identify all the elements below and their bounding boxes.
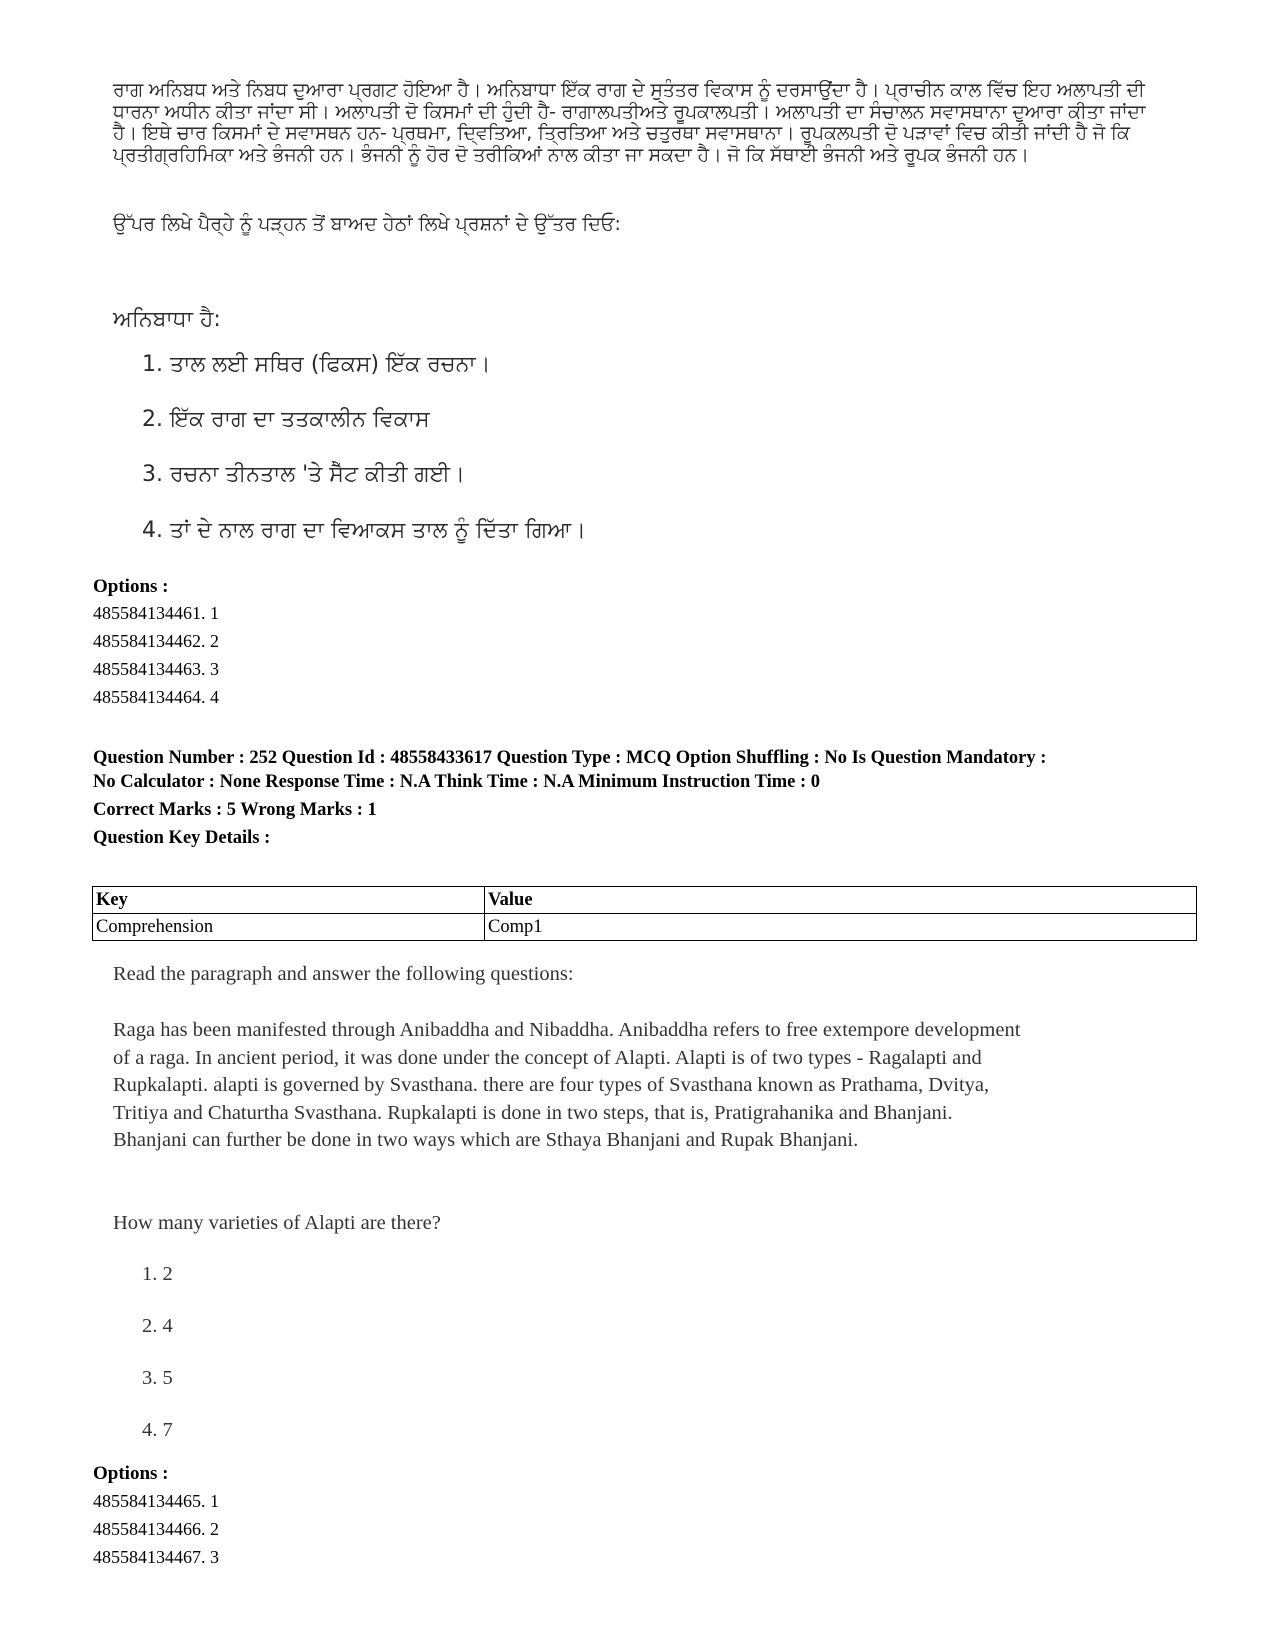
english-choice-1: 1. 2 xyxy=(142,1263,173,1285)
table-cell-value: Comp1 xyxy=(485,914,1197,941)
table-row xyxy=(93,914,1197,941)
option-id-line: 485584134462. 2 xyxy=(93,631,219,651)
punjabi-question-stem: ਅਨਿਬਾਧਾ ਹੈ: xyxy=(113,307,221,332)
options-heading: Options : xyxy=(93,1463,169,1484)
english-choice-4: 4. 7 xyxy=(142,1419,173,1441)
option-id-line: 485584134463. 3 xyxy=(93,659,219,679)
marks-line: Correct Marks : 5 Wrong Marks : 1 xyxy=(93,800,377,820)
question-meta-line-1: Question Number : 252 Question Id : 48558433617 Question Type : MCQ Option Shuffling : No Is Question Mandatory : xyxy=(93,748,1047,768)
table-header-key: Key xyxy=(93,887,485,914)
english-choice-2: 2. 4 xyxy=(142,1315,173,1337)
option-id-line: 485584134465. 1 xyxy=(93,1491,219,1511)
table-header-row xyxy=(93,887,1197,914)
question-meta-line-2: No Calculator : None Response Time : N.A Think Time : N.A Minimum Instruction Time : 0 xyxy=(93,772,821,792)
option-id-line: 485584134464. 4 xyxy=(93,687,219,707)
punjabi-choice-1: 1. ਤਾਲ ਲਈ ਸਥਿਰ (ਫਿਕਸ) ਇੱਕ ਰਚਨਾ। xyxy=(142,352,491,377)
key-details-table xyxy=(92,886,1197,941)
options-heading: Options : xyxy=(93,576,169,597)
key-details-heading: Question Key Details : xyxy=(93,828,271,848)
english-instruction: Read the paragraph and answer the following questions: xyxy=(113,963,574,985)
punjabi-choice-3: 3. ਰਚਨਾ ਤੀਨਤਾਲ 'ਤੇ ਸੈੱਟ ਕੀਤੀ ਗਈ। xyxy=(142,462,465,487)
paragraph-line: Bhanjani can further be done in two ways which are Sthaya Bhanjani and Rupak Bhanjani. xyxy=(113,1129,859,1151)
english-paragraph xyxy=(113,1017,1193,1155)
paragraph-line: Raga has been manifested through Anibaddha and Nibaddha. Anibaddha refers to free extempore development xyxy=(113,1019,1021,1041)
table-cell-key: Comprehension xyxy=(93,914,485,941)
option-id-line: 485584134466. 2 xyxy=(93,1519,219,1539)
paragraph-line: Tritiya and Chaturtha Svasthana. Rupkalapti is done in two steps, that is, Pratigrahanika and Bhanjani. xyxy=(113,1101,953,1124)
punjabi-choice-2: 2. ਇੱਕ ਰਾਗ ਦਾ ਤਤਕਾਲੀਨ ਵਿਕਾਸ xyxy=(142,407,430,432)
table-header-value: Value xyxy=(485,887,1197,914)
option-id-line: 485584134461. 1 xyxy=(93,603,219,623)
paragraph-line: of a raga. In ancient period, it was done under the concept of Alapti. Alapti is of two types - Ragalapti and xyxy=(113,1046,982,1069)
english-question-stem: How many varieties of Alapti are there? xyxy=(113,1212,441,1234)
punjabi-choice-4: 4. ਤਾਂ ਦੇ ਨਾਲ ਰਾਗ ਦਾ ਵਿਆਕਸ ਤਾਲ ਨੂੰ ਦਿੱਤਾ ਗਿਆ। xyxy=(142,518,586,543)
punjabi-paragraph: ਰਾਗ ਅਨਿਬਧ ਅਤੇ ਨਿਬਧ ਦੁਆਰਾ ਪ੍ਰਗਟ ਹੋਇਆ ਹੈ। ਅਨਿਬਾਧਾ ਇੱਕ ਰਾਗ ਦੇ ਸੁਤੰਤਰ ਵਿਕਾਸ ਨੂੰ ਦਰਸਾਉਂਦਾ ਹੈ। ਪ੍ਰਾਚੀਨ ਕਾਲ ਵਿੱਚ ਇਹ ਅਲਾਪਤੀ ਦੀ ਧਾਰਨਾ ਅਧੀਨ ਕੀਤਾ ਜਾਂਦਾ ਸੀ। ਅਲਾਪਤੀ ਦੋ ਕਿਸਮਾਂ ਦੀ ਹੁੰਦੀ ਹੈ- ਰਾਗਾਲਪਤੀਅਤੇ ਰੂਪਕਾਲਪਤੀ। ਅਲਾਪਤੀ ਦਾ ਸੰਚਾਲਨ ਸਵਾਸਥਾਨਾ ਦੁਆਰਾ ਕੀਤਾ ਜਾਂਦਾ ਹੈ। ਇਥੇ ਚਾਰ ਕਿਸਮਾਂ ਦੇ ਸਵਾਸਥਨ ਹਨ- ਪ੍ਰਥਮਾ, ਦ੍ਵਿਤਿਆ, ਤ੍ਰਿਤਿਆ ਅਤੇ ਚਤੁਰਥਾ ਸਵਾਸਥਾਨਾ। ਰੂਪਕਲਪਤੀ ਦੋ ਪੜਾਵਾਂ ਵਿਚ ਕੀਤੀ ਜਾਂਦੀ ਹੈ ਜੋ ਕਿ ਪ੍ਰਤੀਗ੍ਰਹਿਮਿਕਾ ਅਤੇ ਭੰਜਨੀ ਹਨ। ਭੰਜਨੀ ਨੂੰ ਹੋਰ ਦੋ ਤਰੀਕਿਆਂ ਨਾਲ ਕੀਤਾ ਜਾ ਸਕਦਾ ਹੈ। ਜੋ ਕਿ ਸੱਥਾਈ ਭੰਜਨੀ ਅਤੇ ਰੂਪਕ ਭੰਜਨੀ ਹਨ। xyxy=(113,79,1146,166)
punjabi-instruction: ਉੱਪਰ ਲਿਖੇ ਪੈਰ੍ਹੇ ਨੂੰ ਪੜ੍ਹਨ ਤੋਂ ਬਾਅਦ ਹੇਠਾਂ ਲਿਖੇ ਪ੍ਰਸ਼ਨਾਂ ਦੇ ਉੱਤਰ ਦਿਓ: xyxy=(113,213,621,235)
english-choice-3: 3. 5 xyxy=(142,1367,173,1389)
option-id-line: 485584134467. 3 xyxy=(93,1547,219,1567)
paragraph-line: Rupkalapti. alapti is governed by Svasthana. there are four types of Svasthana known as Prathama, Dvitya, xyxy=(113,1074,990,1096)
